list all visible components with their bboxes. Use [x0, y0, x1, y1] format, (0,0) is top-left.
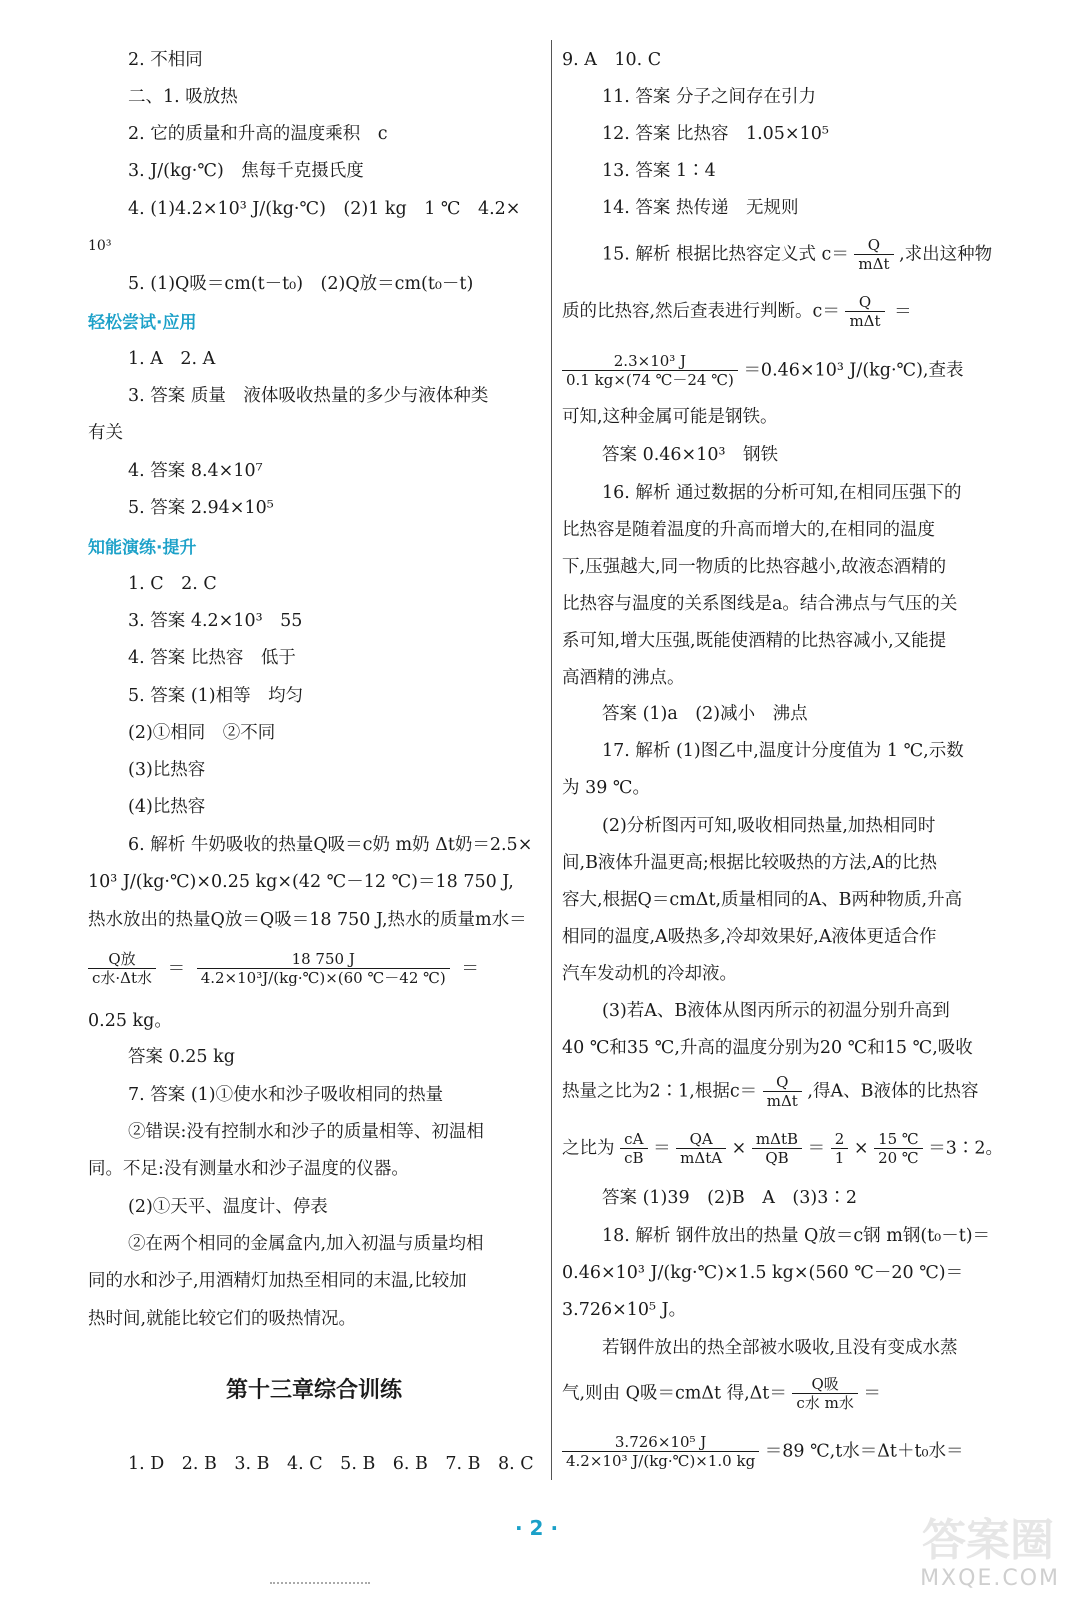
text-line: 16. 解析 通过数据的分析可知,在相同压强下的 [602, 483, 962, 503]
text-line: (2)分析图丙可知,吸收相同热量,加热相同时 [602, 816, 936, 836]
text-line: 17. 解析 (1)图乙中,温度计分度值为 1 ℃,示数 [602, 741, 964, 761]
watermark [840, 1500, 1060, 1595]
text-line: 3. J/(kg·℃) 焦每千克摄氏度 [128, 161, 364, 181]
text-line: 2. 它的质量和升高的温度乘积 c [128, 124, 388, 144]
text-line: 二、1. 吸放热 [128, 87, 238, 107]
formula-line: $\frac{\text{Q放}}{\text{c水·Δt水}}$ ＝ $\frac{18 750 J}{\text{4.2×10³J/(kg·℃)×(60 ℃－42 ℃)}}$ ＝ [88, 950, 479, 987]
fraction: $\frac{cA}{cB}$ [620, 1130, 647, 1167]
formula-line: 质的比热容,然后查表进行判断。c＝ $\frac{Q}{\text{mΔt}}$ ＝ [562, 293, 912, 330]
text-line: 40 ℃和35 ℃,升高的温度分别为20 ℃和15 ℃,吸收 [562, 1038, 973, 1058]
fraction: $\frac{18 750 J}{\text{4.2×10³J/(kg·℃)×(60 ℃－42 ℃)}}$ [197, 950, 450, 987]
text-line: 14. 答案 热传递 无规则 [602, 198, 799, 218]
formula-line: $\frac{\text{3.726×10⁵ J}}{\text{4.2×10³ J/(kg·℃)×1.0 kg}}$ ＝89 ℃,t水＝Δt＋t₀水＝ [562, 1433, 964, 1470]
text-line: 4. 答案 比热容 低于 [128, 648, 296, 668]
text-line: 2. 不相同 [128, 50, 203, 70]
section-heading: 知能演练·提升 [88, 538, 197, 558]
fraction: $\frac{Q}{\text{mΔt}}$ [854, 236, 893, 273]
text-line: 12. 答案 比热容 1.05×10⁵ [602, 124, 829, 144]
fraction: $\frac{\text{mΔtB}}{QB}$ [752, 1130, 802, 1167]
text-line: 5. 答案 (1)相等 均匀 [128, 686, 304, 706]
text-line: 3. 答案 4.2×10³ 55 [128, 611, 303, 631]
text-line: 3.726×10⁵ J。 [562, 1300, 687, 1320]
text-line: 6. 解析 牛奶吸收的热量Q吸＝c奶 m奶 Δt奶＝2.5× [128, 835, 533, 855]
formula-line: 气,则由 Q吸＝cmΔt 得,Δt＝ $\frac{\text{Q吸}}{\text{c水 m水}}$ ＝ [562, 1375, 881, 1412]
text-line: 4. 答案 8.4×10⁷ [128, 461, 263, 481]
footer-dots [270, 1582, 370, 1590]
text-line: 9. A 10. C [562, 50, 662, 70]
text-line: 为 39 ℃。 [562, 778, 650, 798]
text-line: 5. 答案 2.94×10⁵ [128, 498, 274, 518]
text-line: 相同的温度,A吸热多,冷却效果好,A液体更适合作 [562, 927, 937, 947]
text-line: 1. A 2. A [128, 349, 216, 369]
text-line: ②在两个相同的金属盒内,加入初温与质量均相 [128, 1234, 484, 1254]
text-line: 热水放出的热量Q放＝Q吸＝18 750 J,热水的质量m水＝ [88, 910, 527, 930]
text-line: (2)①天平、温度计、停表 [128, 1197, 328, 1217]
text-line: 汽车发动机的冷却液。 [562, 964, 737, 984]
text-line: 10³ J/(kg·℃)×0.25 kg×(42 ℃－12 ℃)＝18 750 J, [88, 872, 514, 892]
text-line: (2)①相同 ②不同 [128, 723, 276, 743]
formula-line: 之比为 $\frac{cA}{cB}$ ＝ $\frac{QA}{\text{mΔtA}}$ × $\frac{\text{mΔtB}}{QB}$ ＝ $\frac{2}{1}$ × $\frac{15 ℃}{20 ℃}$ ＝3∶2。 [562, 1130, 1004, 1167]
section-heading: 轻松尝试·应用 [88, 313, 197, 333]
text-line: ②错误:没有控制水和沙子的质量相等、初温相 [128, 1122, 484, 1142]
text-line: 13. 答案 1∶4 [602, 161, 716, 181]
watermark-site: MXQE.COM [920, 1566, 1060, 1591]
text-line: 若钢件放出的热全部被水吸收,且没有变成水蒸 [602, 1338, 958, 1358]
text-line: 可知,这种金属可能是钢铁。 [562, 407, 778, 427]
column-divider [551, 40, 552, 1480]
text-line: 0.46×10³ J/(kg·℃)×1.5 kg×(560 ℃－20 ℃)＝ [562, 1263, 964, 1283]
text-line: 间,B液体升温更高;根据比较吸热的方法,A的比热 [562, 853, 938, 873]
text-line: 比热容是随着温度的升高而增大的,在相同的温度 [562, 520, 936, 540]
text-line: 有关 [88, 423, 123, 443]
text-line: (3)比热容 [128, 760, 206, 780]
page-number: · 2 · [515, 1516, 559, 1540]
text-line: 答案 0.46×10³ 钢铁 [602, 445, 778, 465]
text-line: 高酒精的沸点。 [562, 668, 685, 688]
fraction: $\frac{QA}{\text{mΔtA}}$ [676, 1130, 726, 1167]
text-line: 热时间,就能比较它们的吸热情况。 [88, 1309, 357, 1329]
fraction: $\frac{\text{Q放}}{\text{c水·Δt水}}$ [88, 950, 156, 987]
fraction: $\frac{Q}{\text{mΔt}}$ [845, 293, 884, 330]
fraction: $\frac{2}{1}$ [831, 1130, 849, 1167]
text-line: 1. D 2. B 3. B 4. C 5. B 6. B 7. B 8. C [128, 1454, 534, 1474]
formula-line: $\frac{\text{2.3×10³ J}}{0.1 kg\times(74 ℃-24 ℃)}$ ＝0.46×10³ J/(kg·℃),查表 [562, 352, 964, 389]
text-line: 答案 0.25 kg [128, 1047, 235, 1067]
text-line: 系可知,增大压强,既能使酒精的比热容减小,又能提 [562, 631, 947, 651]
text-line: 5. (1)Q吸＝cm(t－t₀) (2)Q放＝cm(t₀－t) [128, 274, 474, 294]
fraction: $\frac{Q}{\text{mΔt}}$ [763, 1073, 802, 1110]
text-line: 4. (1)4.2×10³ J/(kg·℃) (2)1 kg 1 ℃ 4.2× [128, 199, 521, 219]
text-line: (3)若A、B液体从图丙所示的初温分别升高到 [602, 1001, 950, 1021]
formula-line: 15. 解析 根据比热容定义式 c＝ $\frac{Q}{\text{mΔt}}$ ,求出这种物 [602, 236, 993, 273]
fraction: $\frac{\text{Q吸}}{\text{c水 m水}}$ [792, 1375, 857, 1412]
text-line: (4)比热容 [128, 797, 206, 817]
text-line: 1. C 2. C [128, 574, 217, 594]
text-line: 比热容与温度的关系图线是a。结合沸点与气压的关 [562, 594, 958, 614]
chapter-title: 第十三章综合训练 [226, 1378, 403, 1403]
text-line: 同的水和沙子,用酒精灯加热至相同的末温,比较加 [88, 1271, 467, 1291]
text-line: 10³ [88, 238, 112, 254]
text-line: 答案 (1)39 (2)B A (3)3∶2 [602, 1188, 857, 1208]
text-line: 11. 答案 分子之间存在引力 [602, 87, 816, 107]
watermark-logo: 答案圈 [922, 1515, 1054, 1566]
fraction: $\frac{\text{2.3×10³ J}}{0.1 kg\times(74 ℃-24 ℃)}$ [562, 352, 738, 389]
text-line: 18. 解析 钢件放出的热量 Q放＝c钢 m钢(t₀－t)＝ [602, 1226, 991, 1246]
text-line: 答案 (1)a (2)减小 沸点 [602, 704, 808, 724]
fraction: $\frac{\text{3.726×10⁵ J}}{\text{4.2×10³ J/(kg·℃)×1.0 kg}}$ [562, 1433, 759, 1470]
text-line: 7. 答案 (1)①使水和沙子吸收相同的热量 [128, 1085, 444, 1105]
formula-line: 热量之比为2∶1,根据c＝ $\frac{Q}{\text{mΔt}}$ ,得A、B液体的比热容 [562, 1073, 979, 1110]
fraction: $\frac{15 ℃}{20 ℃}$ [874, 1130, 923, 1167]
text-line: 0.25 kg。 [88, 1011, 172, 1031]
text-line: 容大,根据Q＝cmΔt,质量相同的A、B两种物质,升高 [562, 890, 963, 910]
text-line: 3. 答案 质量 液体吸收热量的多少与液体种类 [128, 386, 489, 406]
text-line: 同。不足:没有测量水和沙子温度的仪器。 [88, 1159, 409, 1179]
text-line: 下,压强越大,同一物质的比热容越小,故液态酒精的 [562, 557, 947, 577]
